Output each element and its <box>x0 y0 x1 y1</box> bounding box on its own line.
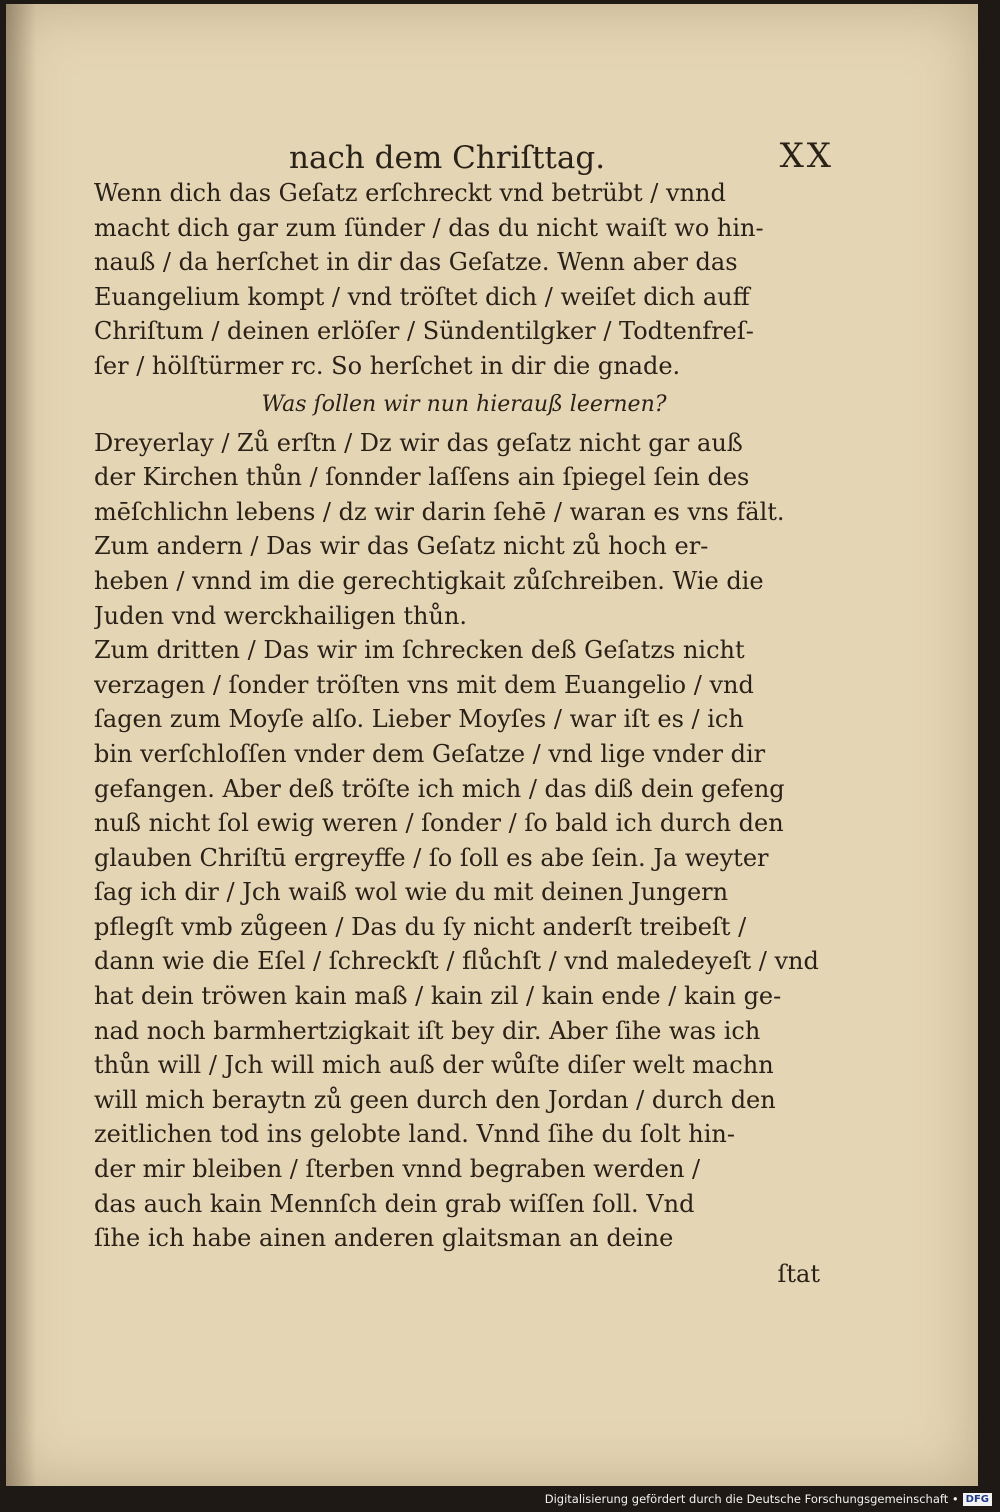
text-line: gefangen. Aber deß tröſte ich mich / das diß dein gefeng <box>94 774 785 803</box>
paragraph-1 <box>94 176 834 384</box>
text-line: ſag ich dir / Jch waiß wol wie du mit deinen Jungern <box>94 878 729 907</box>
text-line: der mir bleiben / ſterben vnnd begraben werden / <box>94 1155 701 1184</box>
text-line: ſer / hölſtürmer rc. So herſchet in dir die gnade. <box>94 351 681 380</box>
digitization-footer <box>545 1489 992 1509</box>
dfg-logo-icon: DFG <box>963 1493 992 1506</box>
text-line: ſihe ich habe ainen anderen glaitsman an deine <box>94 1224 674 1253</box>
text-line: heben / vnnd im die gerechtigkait zůſchreiben. Wie die <box>94 566 764 595</box>
text-line: thůn will / Jch will mich auß der wůſte diſer welt machn <box>94 1051 774 1080</box>
text-line: bin verſchloſſen vnder dem Geſatze / vnd lige vnder dir <box>94 739 766 768</box>
text-line: nad noch barmhertzigkait iſt bey dir. Aber ſihe was ich <box>94 1016 761 1045</box>
text-line: Dreyerlay / Zů erſtn / Dz wir das geſatz nicht gar auß <box>94 428 743 457</box>
text-line: hat dein tröwen kain maß / kain zil / kain ende / kain ge- <box>94 982 782 1011</box>
text-line: glauben Chriſtū ergreyffe / ſo ſoll es abe ſein. Ja weyter <box>94 843 769 872</box>
text-line: Zum dritten / Das wir im ſchrecken deß Geſatzs nicht <box>94 636 745 665</box>
text-line: zeitlichen tod ins gelobte land. Vnnd ſihe du ſolt hin- <box>94 1120 735 1149</box>
text-line: dann wie die Eſel / ſchreckſt / flůchſt / vnd maledeyeſt / vnd <box>94 947 819 976</box>
text-line: Wenn dich das Geſatz erſchreckt vnd betrübt / vnnd <box>94 179 726 207</box>
text-line: Euangelium kompt / vnd tröſtet dich / weiſet dich auff <box>94 282 750 311</box>
text-line: der Kirchen thůn / ſonnder laſſens ain ſpiegel ſein des <box>94 463 750 492</box>
binding-shadow <box>6 4 36 1486</box>
text-line: will mich beraytn zů geen durch den Jordan / durch den <box>94 1085 776 1114</box>
paragraph-2 <box>94 426 834 1256</box>
text-line: Juden vnd werckhailigen thůn. <box>94 601 468 630</box>
footer-credit: Digitalisierung gefördert durch die Deutsche Forschungsgemeinschaft • <box>544 1492 959 1506</box>
text-line: nuß nicht ſol ewig weren / ſonder / ſo bald ich durch den <box>94 809 784 838</box>
text-line: das auch kain Mennſch dein grab wiſſen ſoll. Vnd <box>94 1189 695 1218</box>
book-page <box>6 4 978 1486</box>
text-line: verzagen / ſonder tröſten vns mit dem Euangelio / vnd <box>94 670 754 699</box>
folio-number: XX <box>779 136 834 176</box>
page-header <box>94 132 834 176</box>
section-question: Was ſollen wir nun hierauß leernen? <box>261 391 667 417</box>
text-line: macht dich gar zum ſünder / das du nicht waiſt wo hin- <box>94 213 764 242</box>
text-line: nauß / da herſchet in dir das Geſatze. Wenn aber das <box>94 248 738 277</box>
text-line: mēſchlichn lebens / dz wir darin ſehē / waran es vns fält. <box>94 497 785 526</box>
running-head: nach dem Chriſttag. <box>289 140 606 176</box>
text-line: pflegſt vmb zůgeen / Das du ſy nicht anderſt treibeſt / <box>94 912 747 941</box>
page-text <box>94 132 834 1292</box>
text-line: Zum andern / Das wir das Geſatz nicht zů hoch er- <box>94 532 709 561</box>
text-line: Chriſtum / deinen erlöſer / Sündentilgker / Todtenfreſ- <box>94 317 754 346</box>
text-line: ſagen zum Moyſe alſo. Lieber Moyſes / war iſt es / ich <box>94 705 744 734</box>
catchword: ſtat <box>777 1259 820 1288</box>
